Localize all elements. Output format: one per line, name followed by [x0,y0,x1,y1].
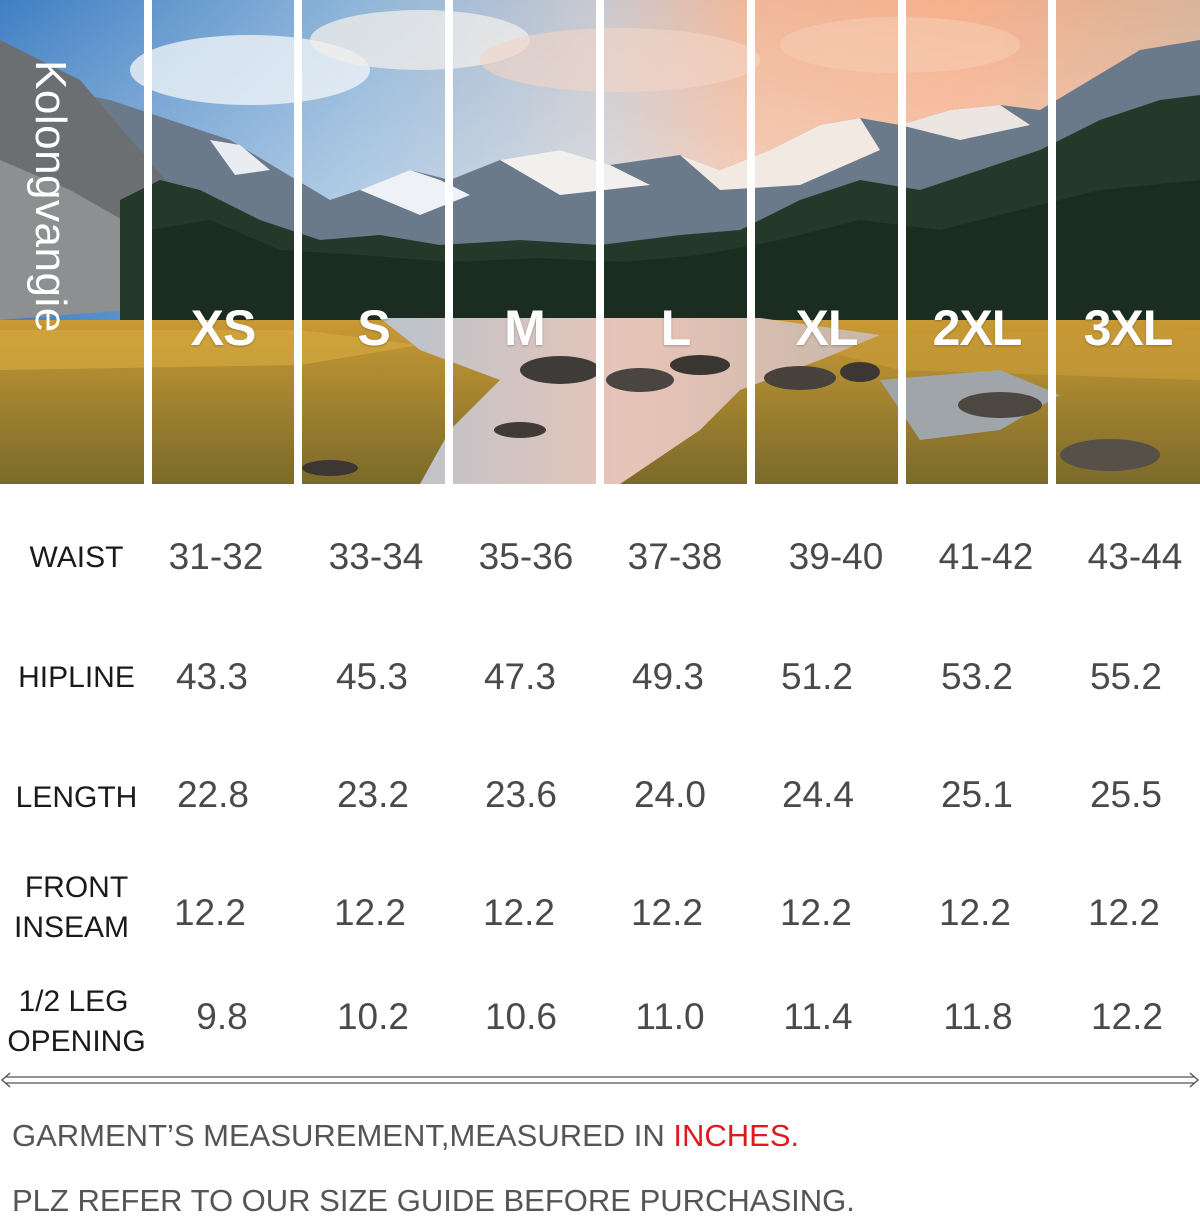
cell-leg-opening-xs: 9.8 [196,996,248,1037]
column-divider [747,0,755,484]
size-header-xl: XL [795,300,858,356]
row-label-line: INSEAM [13,911,130,944]
size-header-3xl: 3XL [1083,300,1173,356]
row-label-line: WAIST [29,541,124,574]
cell-leg-opening-s: 10.2 [336,996,409,1037]
column-divider [144,0,152,484]
row-label-waist [0,538,153,578]
cell-front-inseam-3xl: 12.2 [1087,892,1160,933]
cell-hipline-xl: 51.2 [780,656,853,697]
cell-waist-l: 37-38 [627,536,723,577]
cell-waist-3xl: 43-44 [1087,536,1183,577]
size-guide-note: PLZ REFER TO OUR SIZE GUIDE BEFORE PURCHASING. [12,1183,855,1218]
measurement-note [12,1118,799,1154]
size-header-l: L [660,300,691,356]
cell-length-3xl: 25.5 [1089,774,1162,815]
unit-highlight: INCHES. [673,1118,800,1153]
column-divider [596,0,604,484]
cell-length-m: 23.6 [484,774,557,815]
cell-waist-xs: 31-32 [168,536,264,577]
landscape-banner [0,0,1200,484]
cell-front-inseam-m: 12.2 [482,892,555,933]
row-label-length [0,778,153,818]
cell-waist-s: 33-34 [328,536,424,577]
size-header-m: M [504,300,545,356]
cell-hipline-l: 49.3 [631,656,704,697]
cell-length-s: 23.2 [336,774,409,815]
size-header-2xl: 2XL [932,300,1022,356]
row-label-leg-opening [0,982,153,1062]
double-arrow-divider [0,1070,1200,1090]
cell-waist-2xl: 41-42 [938,536,1034,577]
cell-leg-opening-3xl: 12.2 [1090,996,1163,1037]
cell-hipline-2xl: 53.2 [940,656,1013,697]
cell-front-inseam-2xl: 12.2 [938,892,1011,933]
cell-front-inseam-s: 12.2 [333,892,406,933]
cell-hipline-3xl: 55.2 [1089,656,1162,697]
cell-hipline-xs: 43.3 [175,656,248,697]
brand-name: Kolongvangie [26,60,75,333]
size-header-xs: XS [190,300,256,356]
row-label-hipline [0,658,153,698]
cell-hipline-s: 45.3 [335,656,408,697]
cell-waist-m: 35-36 [478,536,574,577]
cell-leg-opening-m: 10.6 [484,996,557,1037]
cell-leg-opening-l: 11.0 [635,996,705,1037]
column-divider [1048,0,1056,484]
cell-length-2xl: 25.1 [940,774,1013,815]
cell-leg-opening-xl: 11.4 [783,996,853,1037]
row-label-front-inseam [0,868,153,948]
cell-hipline-m: 47.3 [483,656,556,697]
row-label-line: HIPLINE [18,661,135,694]
row-label-line: LENGTH [15,781,138,814]
cell-leg-opening-2xl: 11.8 [943,996,1013,1037]
row-label-line: 1/2 LEG [18,985,129,1018]
column-divider [898,0,906,484]
row-label-line: OPENING [7,1025,146,1058]
cell-length-l: 24.0 [633,774,706,815]
cell-length-xl: 24.4 [781,774,854,815]
cell-front-inseam-l: 12.2 [630,892,703,933]
cell-length-xs: 22.8 [176,774,249,815]
size-header-s: S [357,300,390,356]
cell-front-inseam-xl: 12.2 [779,892,852,933]
column-divider [445,0,453,484]
cell-front-inseam-xs: 12.2 [173,892,246,933]
row-label-line: FRONT [24,871,129,904]
column-divider [294,0,302,484]
cell-waist-xl: 39-40 [788,536,884,577]
measurement-note-text: GARMENT’S MEASUREMENT,MEASURED IN [12,1118,674,1153]
